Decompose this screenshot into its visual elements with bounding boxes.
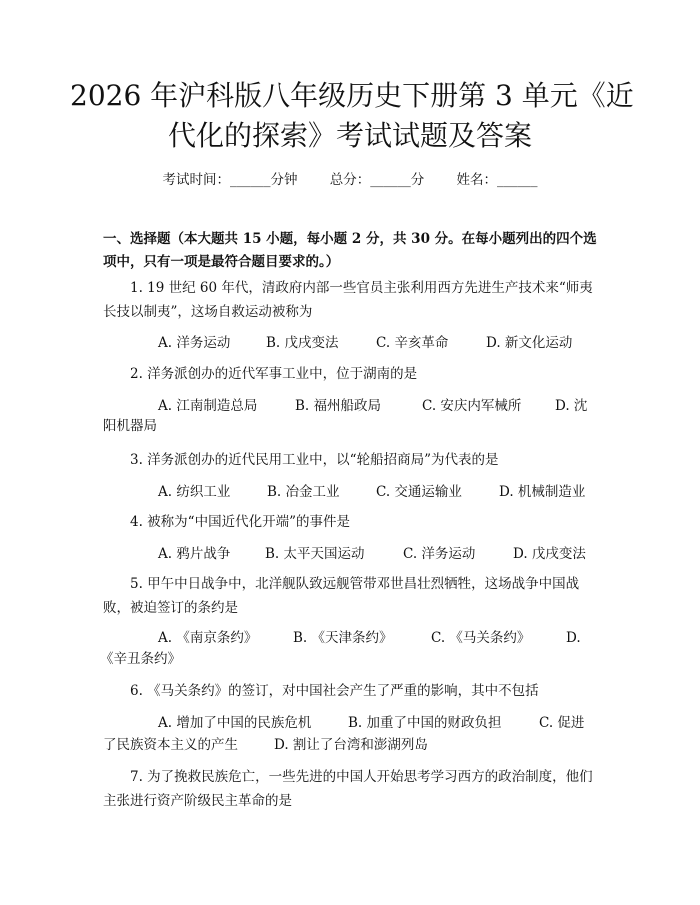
exam-time-field: 考试时间：______分钟: [162, 172, 298, 188]
title-line-1: 2026 年沪科版八年级历史下册第 3 单元《近: [70, 79, 634, 112]
q3-option-d: D. 机械制造业: [499, 484, 586, 500]
exam-info-row: [0, 168, 700, 188]
q2-option-a: A. 江南制造总局: [158, 398, 258, 414]
q3-option-a: A. 纺织工业: [158, 484, 231, 500]
q4-option-b: B. 太平天国运动: [265, 546, 365, 562]
name-field: 姓名：______: [456, 172, 538, 188]
q1-option-d: D. 新文化运动: [486, 335, 573, 351]
q6-option-b: B. 加重了中国的财政负担: [348, 715, 502, 731]
title-line-2: 代化的探索》考试试题及答案: [167, 119, 532, 152]
q2-option-d-continued: 阳机器局: [103, 418, 157, 434]
q3-option-c: C. 交通运输业: [376, 484, 462, 500]
q6-option-a: A. 增加了中国的民族危机: [158, 715, 312, 731]
q2-option-d: D. 沈: [555, 398, 588, 414]
document-title: [70, 76, 634, 156]
q3-option-b: B. 冶金工业: [267, 484, 340, 500]
question-4-stem: 4. 被称为“中国近代化开端”的事件是: [130, 514, 350, 530]
question-2-stem: 2. 洋务派创办的近代军事工业中，位于湖南的是: [130, 366, 418, 382]
q1-option-b: B. 戊戌变法: [266, 335, 339, 351]
q2-option-c: C. 安庆内军械所: [422, 398, 522, 414]
total-score-field: 总分：______分: [329, 172, 425, 188]
q6-option-d: D. 割让了台湾和澎湖列岛: [274, 737, 428, 753]
q5-option-d: D.: [566, 630, 581, 646]
q1-option-a: A. 洋务运动: [158, 335, 231, 351]
question-1-stem: 1. 19 世纪 60 年代，清政府内部一些官员主张利用西方先进生产技术来“师夷长技以制夷”，这场自救运动被称为: [103, 280, 593, 320]
q4-option-d: D. 戊戌变法: [513, 546, 586, 562]
question-7-stem: 7. 为了挽救民族危亡，一些先进的中国人开始思考学习西方的政治制度，他们主张进行资产阶级民主革命的是: [103, 769, 593, 809]
q6-option-c-continued: 了民族资本主义的产生: [103, 737, 238, 753]
question-5-stem: 5. 甲午中日战争中，北洋舰队致远舰管带邓世昌壮烈牺牲，这场战争中国战败，被迫签订的条约是: [103, 576, 580, 616]
q5-option-c: C. 《马关条约》: [431, 630, 531, 646]
q2-option-b: B. 福州船政局: [295, 398, 382, 414]
q4-option-a: A. 鸦片战争: [158, 546, 231, 562]
q4-option-c: C. 洋务运动: [403, 546, 476, 562]
q6-option-c: C. 促进: [539, 715, 585, 731]
q1-option-c: C. 辛亥革命: [376, 335, 449, 351]
question-6-stem: 6. 《马关条约》的签订，对中国社会产生了严重的影响，其中不包括: [130, 683, 539, 699]
section-heading: 一、选择题（本大题共 15 小题，每小题 2 分，共 30 分。在每小题列出的四个选项中，只有一项是最符合题目要求的。）: [103, 231, 597, 270]
q5-option-a: A. 《南京条约》: [158, 630, 258, 646]
q5-option-b: B. 《天津条约》: [293, 630, 393, 646]
question-3-stem: 3. 洋务派创办的近代民用工业中，以“轮船招商局”为代表的是: [130, 452, 499, 468]
q5-option-d-continued: 《辛丑条约》: [100, 651, 181, 667]
